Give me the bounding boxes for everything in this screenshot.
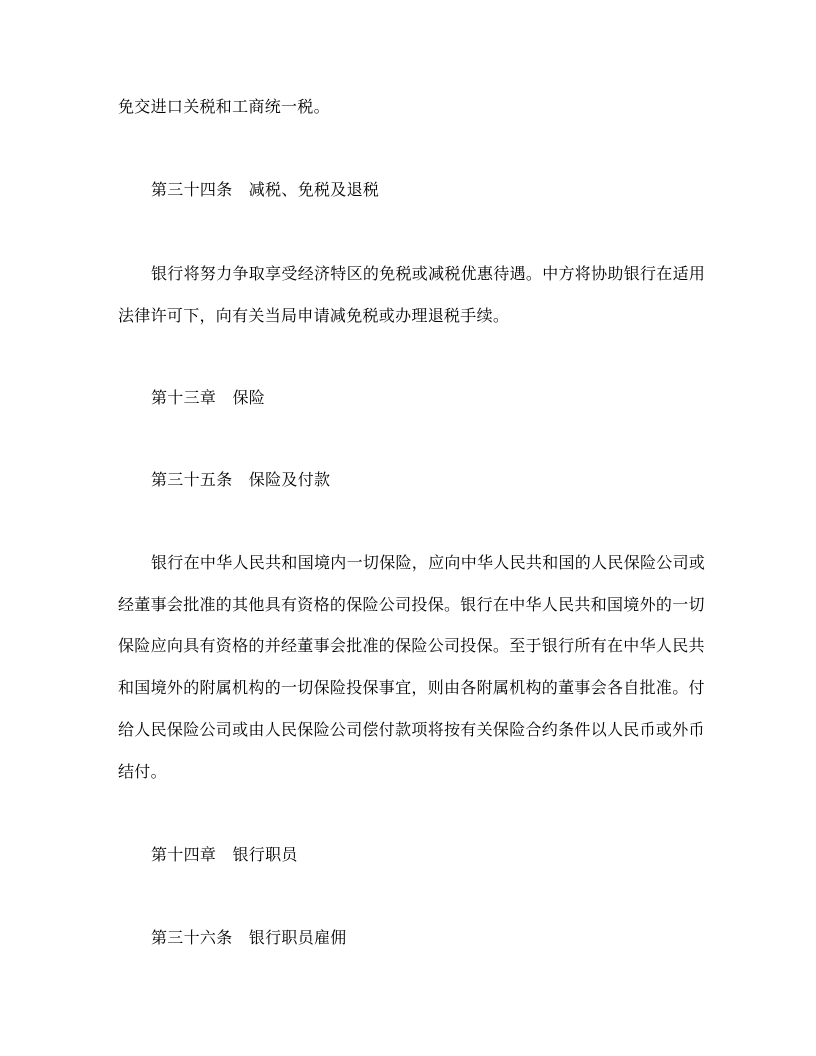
body-text-line: 给人民保险公司或由人民保险公司偿付款项将按有关保险合约条件以人民币或外币: [118, 720, 705, 739]
body-text-line: 法律许可下，向有关当局申请减免税或办理退税手续。: [118, 306, 510, 325]
body-text-line: 免交进口关税和工商统一税。: [118, 97, 330, 116]
article-heading: 第三十四条 减税、免税及退税: [151, 180, 380, 199]
body-text-line: 银行在中华人民共和国境内一切保险，应向中华人民共和国的人民保险公司或: [151, 553, 706, 572]
chapter-heading: 第十四章 银行职员: [151, 845, 298, 864]
body-text-line: 结付。: [118, 762, 167, 781]
body-text-line: 和国境外的附属机构的一切保险投保事宜，则由各附属机构的董事会各自批准。付: [118, 678, 705, 697]
article-heading: 第三十五条 保险及付款: [151, 470, 331, 489]
article-heading: 第三十六条 银行职员雇佣: [151, 928, 347, 947]
chapter-heading: 第十三章 保险: [151, 388, 266, 407]
body-text-line: 银行将努力争取享受经济特区的免税或减税优惠待遇。中方将协助银行在适用: [151, 264, 706, 283]
body-text-line: 保险应向具有资格的并经董事会批准的保险公司投保。至于银行所有在中华人民共: [118, 636, 705, 655]
body-text-line: 经董事会批准的其他具有资格的保险公司投保。银行在中华人民共和国境外的一切: [118, 595, 705, 614]
